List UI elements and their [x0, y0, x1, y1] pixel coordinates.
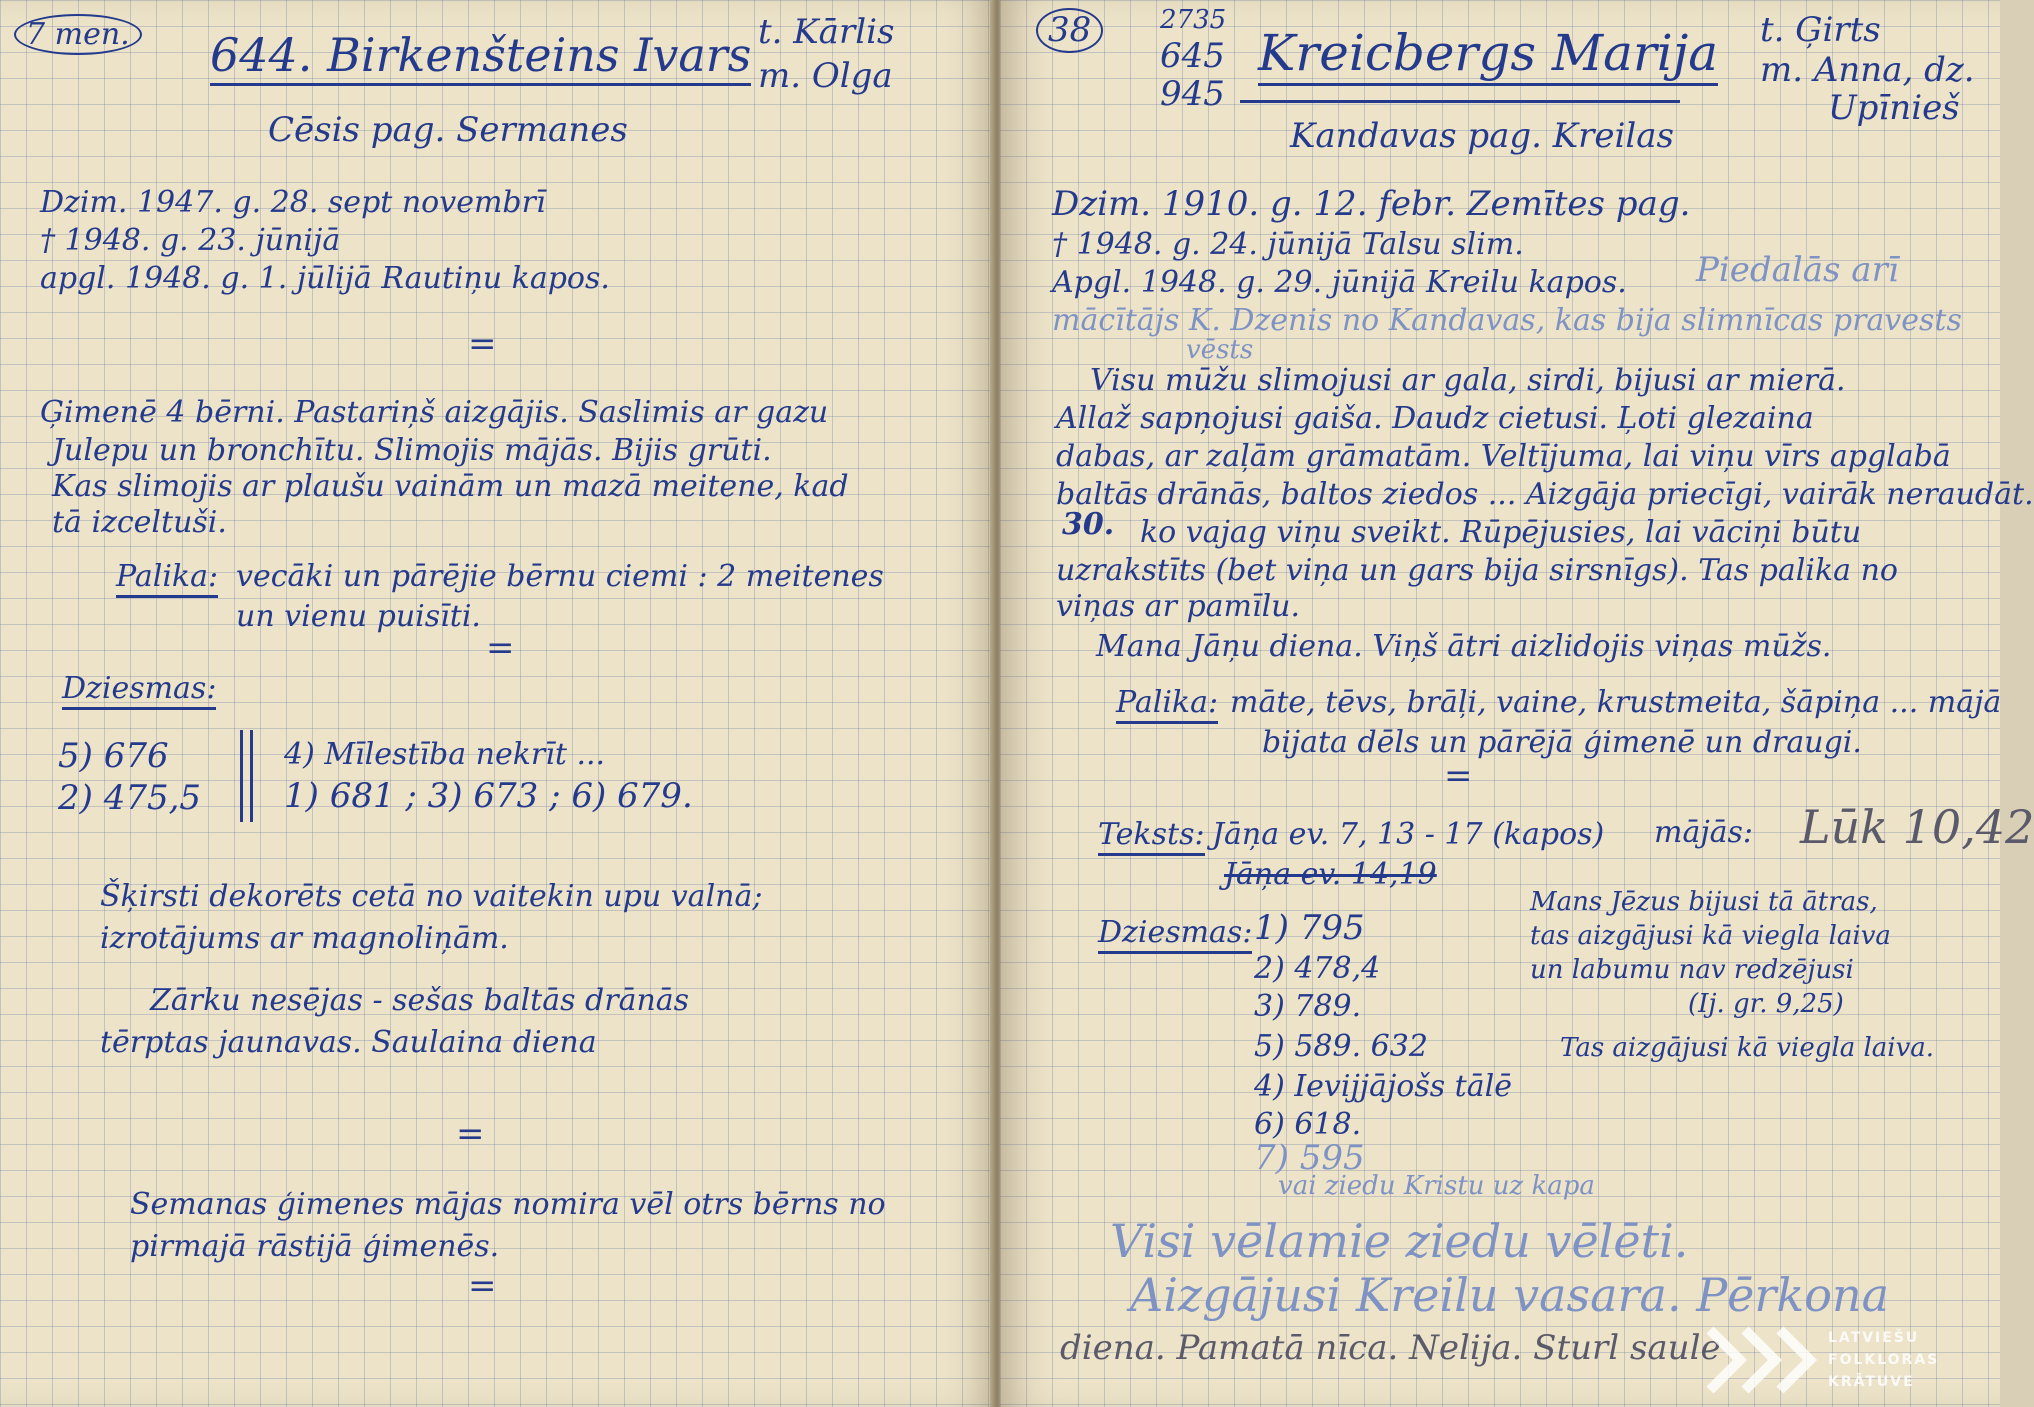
teksts-line: Jāņa ev. 14,19	[1224, 857, 1437, 892]
entry-number: 945	[1160, 74, 1225, 114]
buried-line: Apgl. 1948. g. 29. jūnijā Kreilu kapos.	[1052, 265, 1627, 300]
song-number: 2) 475,5	[58, 778, 202, 818]
buried-line: apgl. 1948. g. 1. jūlijā Rautiņu kapos.	[40, 261, 610, 296]
logo-text: LATVIEŠU	[1828, 1330, 1920, 1346]
logo-text: FOLKLORAS	[1828, 1352, 1940, 1368]
story-line: Visu mūžu slimojusi ar gala, sirdi, bijusi ar mierā.	[1090, 363, 1846, 398]
faint-line: vai ziedu Kristu uz kapa	[1278, 1171, 1595, 1201]
archive-number: 2735	[1160, 5, 1227, 35]
archive-logo-icon	[1700, 1320, 1820, 1400]
story-line: izrotājums ar magnoliņām.	[100, 921, 509, 956]
palika-label: Palika:	[1116, 686, 1218, 724]
mother-name: m. Anna, dz.	[1760, 50, 1975, 90]
quote-line: tas aizgājusi kā viegla laiva	[1530, 921, 1891, 951]
song-number: 6) 618.	[1254, 1107, 1362, 1142]
separator: =	[456, 1114, 485, 1154]
corner-mark: 7 men.	[14, 14, 142, 55]
bottom-note: Visi vēlamie ziedu vēlēti.	[1110, 1214, 1689, 1268]
song-number: 5) 589. 632	[1254, 1029, 1428, 1064]
separator: =	[1444, 756, 1473, 796]
bottom-note: Aizgājusi Kreilu vasara. Pērkona	[1130, 1268, 1889, 1322]
story-line: Zārku nesējas - sešas baltās drānās	[150, 983, 690, 1018]
separator: =	[468, 1266, 497, 1306]
song-number: 4) Ievijjājošs tālē	[1254, 1069, 1512, 1104]
story-line: tērptas jaunavas. Saulaina diena	[100, 1025, 597, 1060]
song-number: 1) 681 ; 3) 673 ; 6) 679.	[284, 776, 693, 816]
right-page	[1000, 0, 2034, 1407]
song-number: 7) 595	[1254, 1138, 1365, 1178]
entry-name: Kreicbergs Marija	[1258, 26, 1718, 86]
place: Cēsis pag. Sermanes	[268, 110, 628, 150]
teksts-label: Teksts:	[1098, 818, 1205, 856]
story-line: Allaž sapņojusi gaiša. Daudz cietusi. Ļoti glezaina	[1056, 401, 1814, 436]
story-line: Mana Jāņu diena. Viņš ātri aizlidojis viņas mūžs.	[1096, 629, 1832, 664]
died-line: † 1948. g. 24. jūnijā Talsu slim.	[1052, 227, 1524, 262]
majas-value: Lūk 10,42	[1800, 800, 2034, 854]
faint-note: mācītājs K. Dzenis no Kandavas, kas bija slimnīcas pravests	[1052, 303, 1962, 338]
palika-line: bijata dēls un pārējā ģimenē un draugi.	[1262, 725, 1862, 760]
logo-text: KRĀTUVE	[1828, 1374, 1915, 1390]
dziesmas-label: Dziesmas:	[1098, 916, 1252, 954]
mother-name: m. Olga	[758, 56, 893, 96]
story-line: viņas ar pamīlu.	[1056, 589, 1301, 624]
story-line: ko vajag viņu sveikt. Rūpējusies, lai vāciņi būtu	[1140, 515, 1862, 550]
page-number: 38	[1036, 8, 1103, 53]
divider	[240, 730, 243, 822]
palika-line: māte, tēvs, brāļi, vaine, krustmeita, šāpiņa ... mājā	[1230, 685, 2002, 720]
teksts-line: Jāņa ev. 7, 13 - 17 (kapos)	[1212, 817, 1605, 852]
story-line: uzrakstīts (bet viņa un gars bija sirsnīgs). Tas palika no	[1056, 553, 1898, 588]
separator: =	[486, 628, 515, 668]
quote-ref: (Ij. gr. 9,25)	[1688, 989, 1844, 1019]
place: Kandavas pag. Kreilas	[1290, 116, 1674, 156]
mother-maiden: Upīnieš	[1828, 88, 1960, 128]
story-line: dabas, ar zaļām grāmatām. Veltījuma, lai viņu vīrs apglabā	[1056, 439, 1951, 474]
separator: =	[468, 324, 497, 364]
left-page	[0, 0, 996, 1407]
entry-number: 645	[1160, 36, 1225, 76]
majas-label: mājās:	[1654, 815, 1754, 850]
song-number: 3) 789.	[1254, 989, 1362, 1024]
palika-line: un vienu puisīti.	[236, 599, 481, 634]
died-line: † 1948. g. 23. jūnijā	[40, 223, 341, 258]
story-line: baltās drānās, baltos ziedos ... Aizgāja priecīgi, vairāk neraudāt.	[1056, 477, 2034, 512]
bottom-note: diena. Pamatā nīca. Nelija. Sturl saule	[1060, 1328, 1721, 1368]
song-number: 5) 676	[58, 736, 169, 776]
story-line: Šķirsti dekorēts cetā no vaitekin upu valnā;	[100, 879, 763, 914]
story-line: Ģimenē 4 bērni. Pastariņš aizgājis. Saslimis ar gazu	[40, 395, 829, 430]
story-line: tā izceltuši.	[52, 505, 227, 540]
palika-line: vecāki un pārējie bērnu ciemi : 2 meitenes	[236, 559, 884, 594]
faint-note: Piedalās arī	[1696, 250, 1899, 290]
song-number: 1) 795	[1254, 908, 1365, 948]
date-number: 30.	[1062, 507, 1115, 542]
divider	[250, 730, 253, 822]
song-number: 4) Mīlestība nekrīt ...	[284, 737, 606, 772]
entry-name: Birkenšteins Ivars	[327, 28, 752, 82]
story-line: Julepu un bronchītu. Slimojis mājās. Bijis grūti.	[52, 433, 772, 468]
father-name: t. Kārlis	[758, 12, 895, 52]
father-name: t. Ģirts	[1760, 10, 1881, 50]
story-line: pirmajā rāstijā ģimenēs.	[130, 1229, 500, 1264]
story-line: Semanas ģimenes mājas nomira vēl otrs bērns no	[130, 1187, 886, 1222]
faint-note: vēsts	[1186, 335, 1254, 365]
double-underline	[1240, 100, 1680, 103]
archive-logo	[1700, 1320, 1990, 1400]
story-line: Kas slimojis ar plaušu vainām un mazā meitene, kad	[52, 469, 849, 504]
quote-line: Tas aizgājusi kā viegla laiva.	[1560, 1033, 1935, 1063]
quote-line: un labumu nav redzējusi	[1530, 955, 1854, 985]
quote-line: Mans Jēzus bijusi tā ātras,	[1530, 887, 1878, 917]
entry-number-name	[210, 30, 751, 86]
song-number: 2) 478,4	[1254, 951, 1381, 986]
born-line: Dzim. 1910. g. 12. febr. Zemītes pag.	[1052, 184, 1691, 224]
dziesmas-label: Dziesmas:	[62, 672, 216, 710]
palika-label: Palika:	[116, 560, 218, 598]
born-line: Dzim. 1947. g. 28. sept novembrī	[40, 185, 546, 220]
entry-number: 644.	[210, 28, 313, 82]
